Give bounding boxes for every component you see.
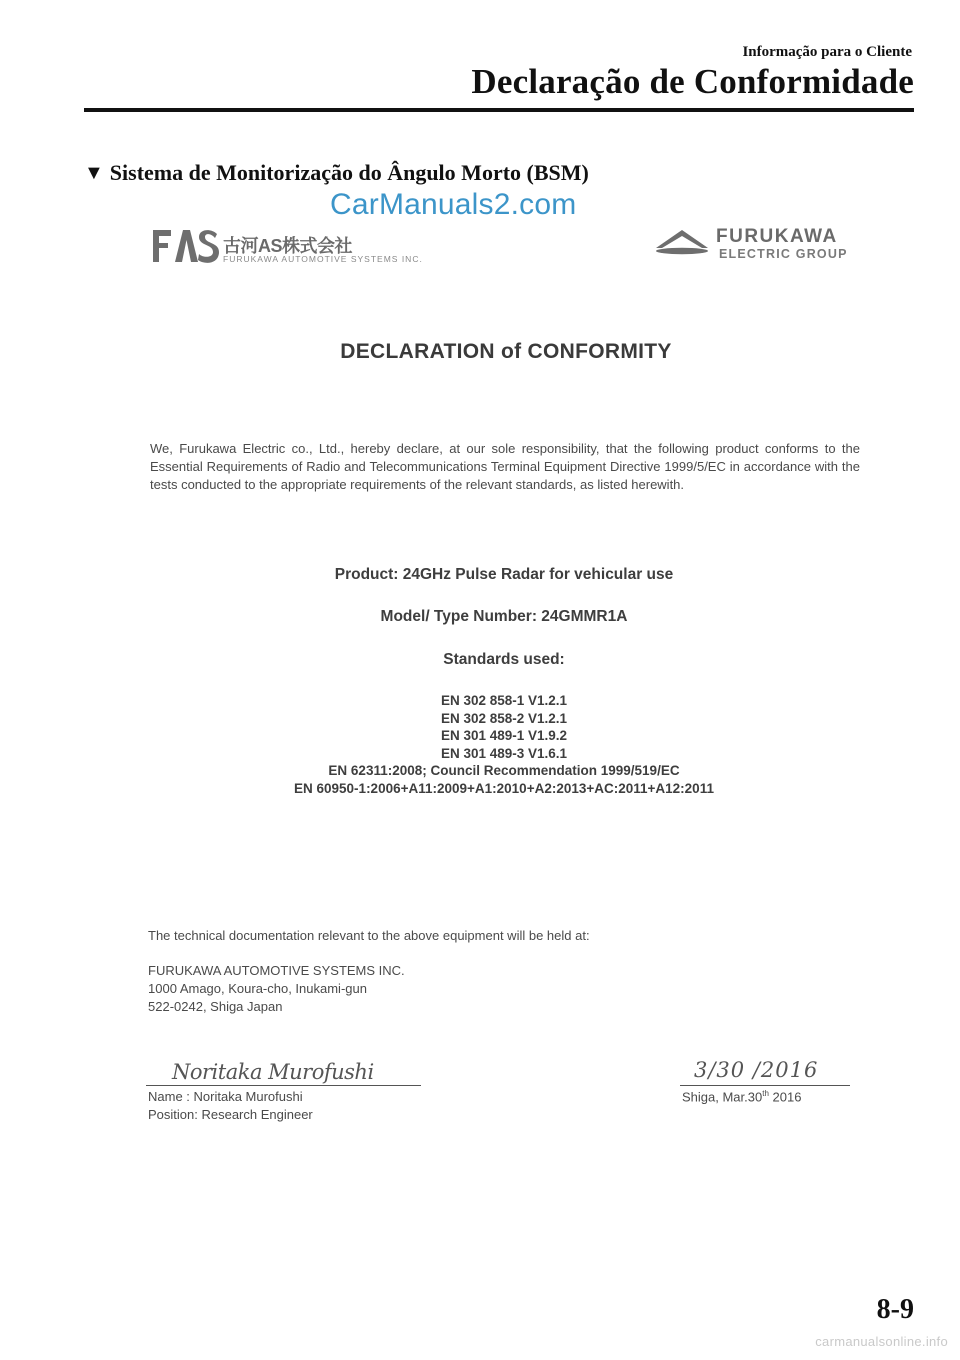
address-line: 1000 Amago, Koura-cho, Inukami-gun — [148, 981, 367, 996]
watermark-bottom: carmanualsonline.info — [815, 1334, 948, 1349]
standard-item: EN 301 489-3 V1.6.1 — [440, 745, 568, 761]
page-number: 8-9 — [876, 1294, 914, 1325]
fas-company-name-jp: 古河AS株式会社 — [223, 236, 353, 256]
date-handwritten: 3/30 /2016 — [694, 1058, 819, 1082]
standard-item: EN 302 858-1 V1.2.1 — [440, 693, 568, 708]
furukawa-logo-icon — [652, 226, 712, 260]
date-signature-line — [680, 1085, 850, 1086]
place-date: Shiga, Mar.30th 2016 — [682, 1089, 802, 1105]
furukawa-group: ELECTRIC GROUP — [719, 247, 848, 261]
fas-logo-icon — [153, 228, 219, 266]
company-address — [148, 962, 405, 1016]
standard-item: EN 62311:2008; Council Recommendation 1999/519/EC — [328, 763, 680, 779]
standard-item: EN 301 489-1 V1.9.2 — [440, 728, 568, 744]
declaration-title: DECLARATION of CONFORMITY — [340, 340, 672, 363]
declaration-intro: We, Furukawa Electric co., Ltd., hereby declare, at our sole responsibility, that the following product conforms to the Essential Requirements of Radio and Telecommunications Terminal Equipment Directive 1999/5/EC in accordance with the tests conducted to the appropriate requirements of the relevant standards, as listed herewith. — [150, 441, 860, 492]
address-line: 522-0242, Shiga Japan — [148, 999, 283, 1014]
standard-item: EN 302 858-2 V1.2.1 — [440, 710, 568, 726]
standards-heading: Standards used: — [443, 651, 565, 668]
address-line: FURUKAWA AUTOMOTIVE SYSTEMS INC. — [148, 963, 405, 978]
section-heading-text: Sistema de Monitorização do Ângulo Morto (BSM) — [109, 160, 589, 185]
product-line: Product: 24GHz Pulse Radar for vehicular use — [334, 566, 674, 583]
standard-item: EN 60950-1:2006+A11:2009+A1:2010+A2:2013+AC:2011+A12:2011 — [294, 780, 714, 796]
signature-handwritten: Noritaka Murofushi — [172, 1060, 374, 1084]
standards-list — [0, 692, 960, 798]
signature-line — [146, 1085, 421, 1086]
signatory-name: Name : Noritaka Murofushi — [148, 1089, 303, 1104]
signatory-position: Position: Research Engineer — [148, 1107, 313, 1122]
page-title: Declaração de Conformidade — [471, 62, 914, 101]
watermark-top: CarManuals2.com — [330, 188, 577, 221]
tech-doc-statement: The technical documentation relevant to the above equipment will be held at: — [148, 928, 590, 943]
furukawa-name: FURUKAWA — [716, 226, 838, 247]
header-section-label: Informação para o Cliente — [742, 44, 912, 60]
triangle-down-icon: ▼ — [84, 161, 104, 184]
model-line: Model/ Type Number: 24GMMR1A — [380, 608, 628, 625]
fas-company-name-en: FURUKAWA AUTOMOTIVE SYSTEMS INC. — [223, 254, 423, 264]
